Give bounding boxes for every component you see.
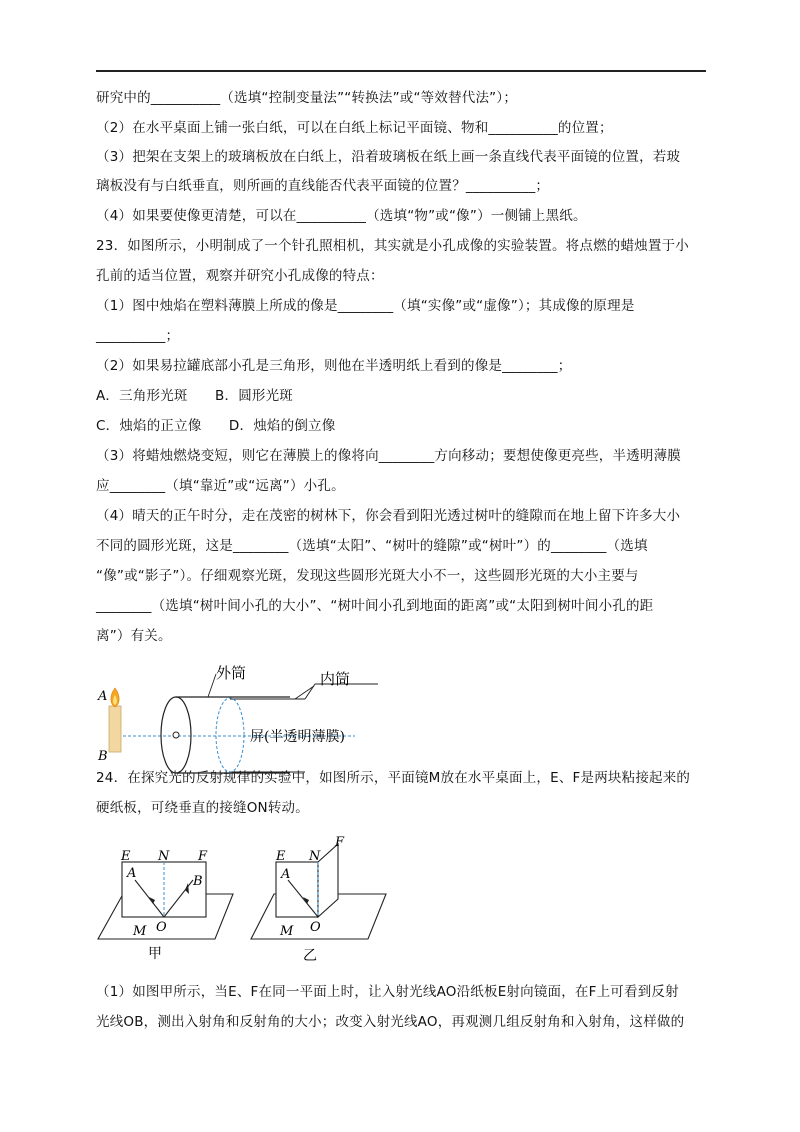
label-e: E xyxy=(276,849,286,864)
text-line: （2）在水平桌面上铺一张白纸，可以在白纸上标记平面镜、物和__________的位置； xyxy=(96,120,613,136)
text-line: ________（选填“树叶间小孔的大小”、“树叶间小孔到地面的距离”或“太阳到树叶间小孔的距 xyxy=(96,598,654,614)
text-line: 研究中的__________（选填“控制变量法”“转换法”或“等效替代法”）； xyxy=(96,90,518,106)
mirror-figure-jia xyxy=(95,842,240,967)
label-n: N xyxy=(309,849,321,864)
header-rule xyxy=(96,70,706,72)
label-a: A xyxy=(98,689,108,704)
text-line: （3）把架在支架上的玻璃板放在白纸上，沿着玻璃板在纸上画一条直线代表平面镜的位置，若玻 xyxy=(96,149,681,165)
label-outer-tube: 外筒 xyxy=(216,664,247,682)
label-f: F xyxy=(335,836,345,850)
label-m: M xyxy=(133,924,147,939)
choice-line: A．三角形光斑 B．圆形光斑 xyxy=(96,388,293,404)
text-line: 应________（填“靠近”或“远离”）小孔。 xyxy=(96,478,345,494)
label-e: E xyxy=(121,849,131,864)
pinhole xyxy=(173,732,179,738)
choice-line: C．烛焰的正立像 D．烛焰的倒立像 xyxy=(96,418,336,434)
text-line: 硬纸板，可绕垂直的接缝ON转动。 xyxy=(96,800,309,816)
label-f: F xyxy=(198,849,208,864)
text-line: 不同的圆形光斑，这是________（选填“太阳”、“树叶的缝隙”或“树叶”）的________（选填 xyxy=(96,538,648,554)
cardboard-f-rotated xyxy=(318,844,338,917)
label-m: M xyxy=(280,924,294,939)
text-line: 离”）有关。 xyxy=(96,628,172,644)
label-b: B xyxy=(98,749,108,764)
text-line: （1）如图甲所示，当E、F在同一平面上时，让入射光线AO沿纸板E射向镜面，在F上可看到反射 xyxy=(96,984,679,1000)
mirror-figure-yi xyxy=(248,836,393,966)
text-line: __________； xyxy=(96,328,180,344)
label-a: A xyxy=(127,866,137,881)
text-line: “像”或“影子”）。仔细观察光斑，发现这些圆形光斑大小不一，这些圆形光斑的大小主要与 xyxy=(96,568,639,584)
text-line: 璃板没有与白纸垂直，则所画的直线能否代表平面镜的位置？__________； xyxy=(96,178,550,194)
text-line: 孔前的适当位置，观察并研究小孔成像的特点： xyxy=(96,268,384,284)
text-line: （3）将蜡烛燃烧变短，则它在薄膜上的像将向________方向移动；要想使像更亮些，半透明薄膜 xyxy=(96,448,681,464)
text-line: （1）图中烛焰在塑料薄膜上所成的像是________（填“实像”或“虚像”）；其成像的原理是 xyxy=(96,298,635,314)
label-a: A xyxy=(281,867,291,882)
text-line: （2）如果易拉罐底部小孔是三角形，则他在半透明纸上看到的像是________； xyxy=(96,358,572,374)
text-line: （4）晴天的正午时分，走在茂密的树林下，你会看到阳光透过树叶的缝隙而在地上留下许多大小 xyxy=(96,508,681,524)
text-line: （4）如果要使像更清楚，可以在__________（选填“物”或“像”）一侧铺上黑纸。 xyxy=(96,208,587,224)
label-n: N xyxy=(158,849,170,864)
caption-yi: 乙 xyxy=(303,948,317,964)
label-o: O xyxy=(310,920,321,935)
screen-membrane xyxy=(216,698,244,772)
caption-jia: 甲 xyxy=(148,946,162,962)
label-inner-tube: 内筒 xyxy=(320,670,351,688)
label-o: O xyxy=(156,920,167,935)
candle-body xyxy=(109,706,121,752)
pinhole-camera-figure xyxy=(90,662,390,774)
text-line: 光线OB，测出入射角和反射角的大小；改变入射光线AO，再观测几组反射角和入射角，这样做的 xyxy=(96,1014,685,1030)
label-screen: 屏(半透明薄膜) xyxy=(250,729,345,745)
label-b: B xyxy=(193,874,203,889)
question-24: 24．在探究光的反射规律的实验中，如图所示，平面镜M放在水平桌面上，E、F是两块粘接起来的 xyxy=(96,770,691,786)
question-23: 23．如图所示，小明制成了一个针孔照相机，其实就是小孔成像的实验装置。将点燃的蜡烛置于小 xyxy=(96,238,689,254)
